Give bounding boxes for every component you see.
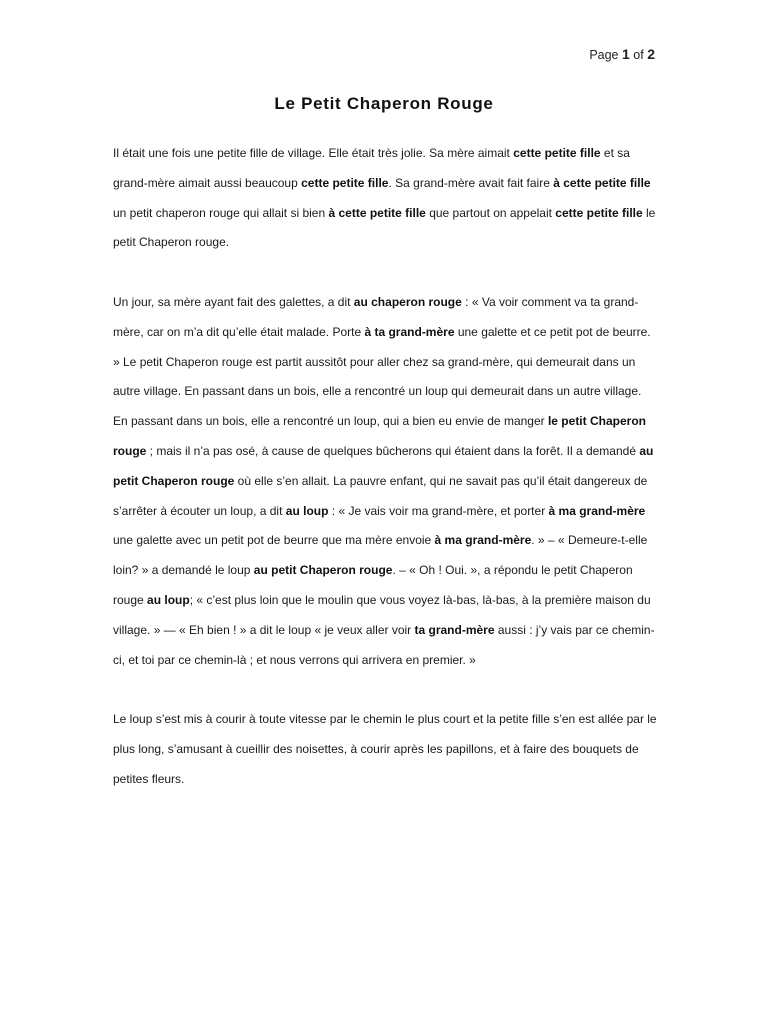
body-text: aussi : j’y vais par ce chemin-ci, et toi par ce chemin-là ; et nous verrons qui arrivera en premier. » (113, 622, 655, 667)
page-label: Page (589, 48, 619, 62)
body-text: Il était une fois une petite fille de village. Elle était très jolie. Sa mère aimait (113, 146, 514, 160)
body-text: . Sa grand-mère avait fait faire (388, 175, 554, 190)
body-text: le petit Chaperon rouge. (113, 205, 656, 250)
body-text: une galette avec un petit pot de beurre que ma mère envoie (113, 533, 435, 548)
emphasized-text: au loup (285, 503, 329, 518)
body-text: Le loup s’est mis à courir à toute vitesse par le chemin le plus court et la petite fille s’en est allée par le plus long, s’amusant à cueillir des noisettes, à courir après les papillons, et à faire des bouquets de petites fleurs. (113, 712, 657, 786)
emphasized-text: au petit Chaperon rouge (113, 443, 654, 488)
emphasized-text: à ta grand-mère (364, 324, 455, 339)
document-body (113, 139, 659, 824)
emphasized-text: le petit Chaperon rouge (113, 414, 646, 458)
body-text: . – « Oh ! Oui. », a répondu le petit Chaperon rouge (113, 563, 633, 607)
emphasized-text: au chaperon rouge (353, 294, 462, 309)
emphasized-text: cette petite fille (301, 175, 389, 190)
body-text: ; mais il n’a pas osé, à cause de quelques bûcherons qui étaient dans la forêt. Il a demandé (146, 443, 640, 458)
document-title: Le Petit Chaperon Rouge (274, 94, 494, 113)
body-text: : « Va voir comment va ta grand-mère, car on m’a dit qu’elle était malade. Porte (113, 294, 639, 339)
emphasized-text: à cette petite fille (328, 205, 426, 220)
body-text: . » – « Demeure-t-elle loin? » a demandé le loup (113, 533, 648, 578)
emphasized-text: au loup (147, 592, 190, 607)
emphasized-text: à ma grand-mère (548, 503, 646, 518)
emphasized-text: à cette petite fille (553, 175, 651, 190)
emphasized-text: cette petite fille (513, 146, 601, 160)
emphasized-text: cette petite fille (555, 205, 643, 220)
body-text: Un jour, sa mère ayant fait des galettes, a dit (113, 294, 354, 309)
emphasized-text: à ma grand-mère (434, 533, 532, 548)
emphasized-text: au petit Chaperon rouge (253, 563, 393, 578)
paragraph-1 (113, 139, 659, 258)
body-text: une galette et ce petit pot de beurre. » Le petit Chaperon rouge est partit aussitôt pour aller chez sa grand-mère, qui demeurait dans un autre village. En passant dans un bois, elle a rencontré un loup qui demeurait dans un autre village. En passant dans un bois, elle a rencontré un loup, qui a bien eu envie de manger (113, 324, 651, 429)
total-pages-number: 2 (647, 46, 655, 62)
body-text: un petit chaperon rouge qui allait si bien (113, 205, 329, 220)
body-text: et sa grand-mère aimait aussi beaucoup (113, 146, 630, 190)
body-text: : « Je vais voir ma grand-mère, et porter (328, 503, 549, 518)
current-page-number: 1 (622, 46, 630, 62)
paragraph-2 (113, 288, 659, 675)
body-text: que partout on appelait (425, 205, 556, 220)
body-text: où elle s’en allait. La pauvre enfant, qui ne savait pas qu’il était dangereux de s’arrêter à écouter un loup, a dit (113, 473, 648, 518)
emphasized-text: ta grand-mère (414, 622, 495, 637)
page-number-indicator (589, 46, 655, 62)
page-of-label: of (633, 48, 644, 62)
paragraph-3 (113, 705, 659, 794)
body-text: ; « c’est plus loin que le moulin que vous voyez là-bas, là-bas, à la première maison du village. » — « Eh bien ! » a dit le loup « je veux aller voir (113, 592, 651, 637)
